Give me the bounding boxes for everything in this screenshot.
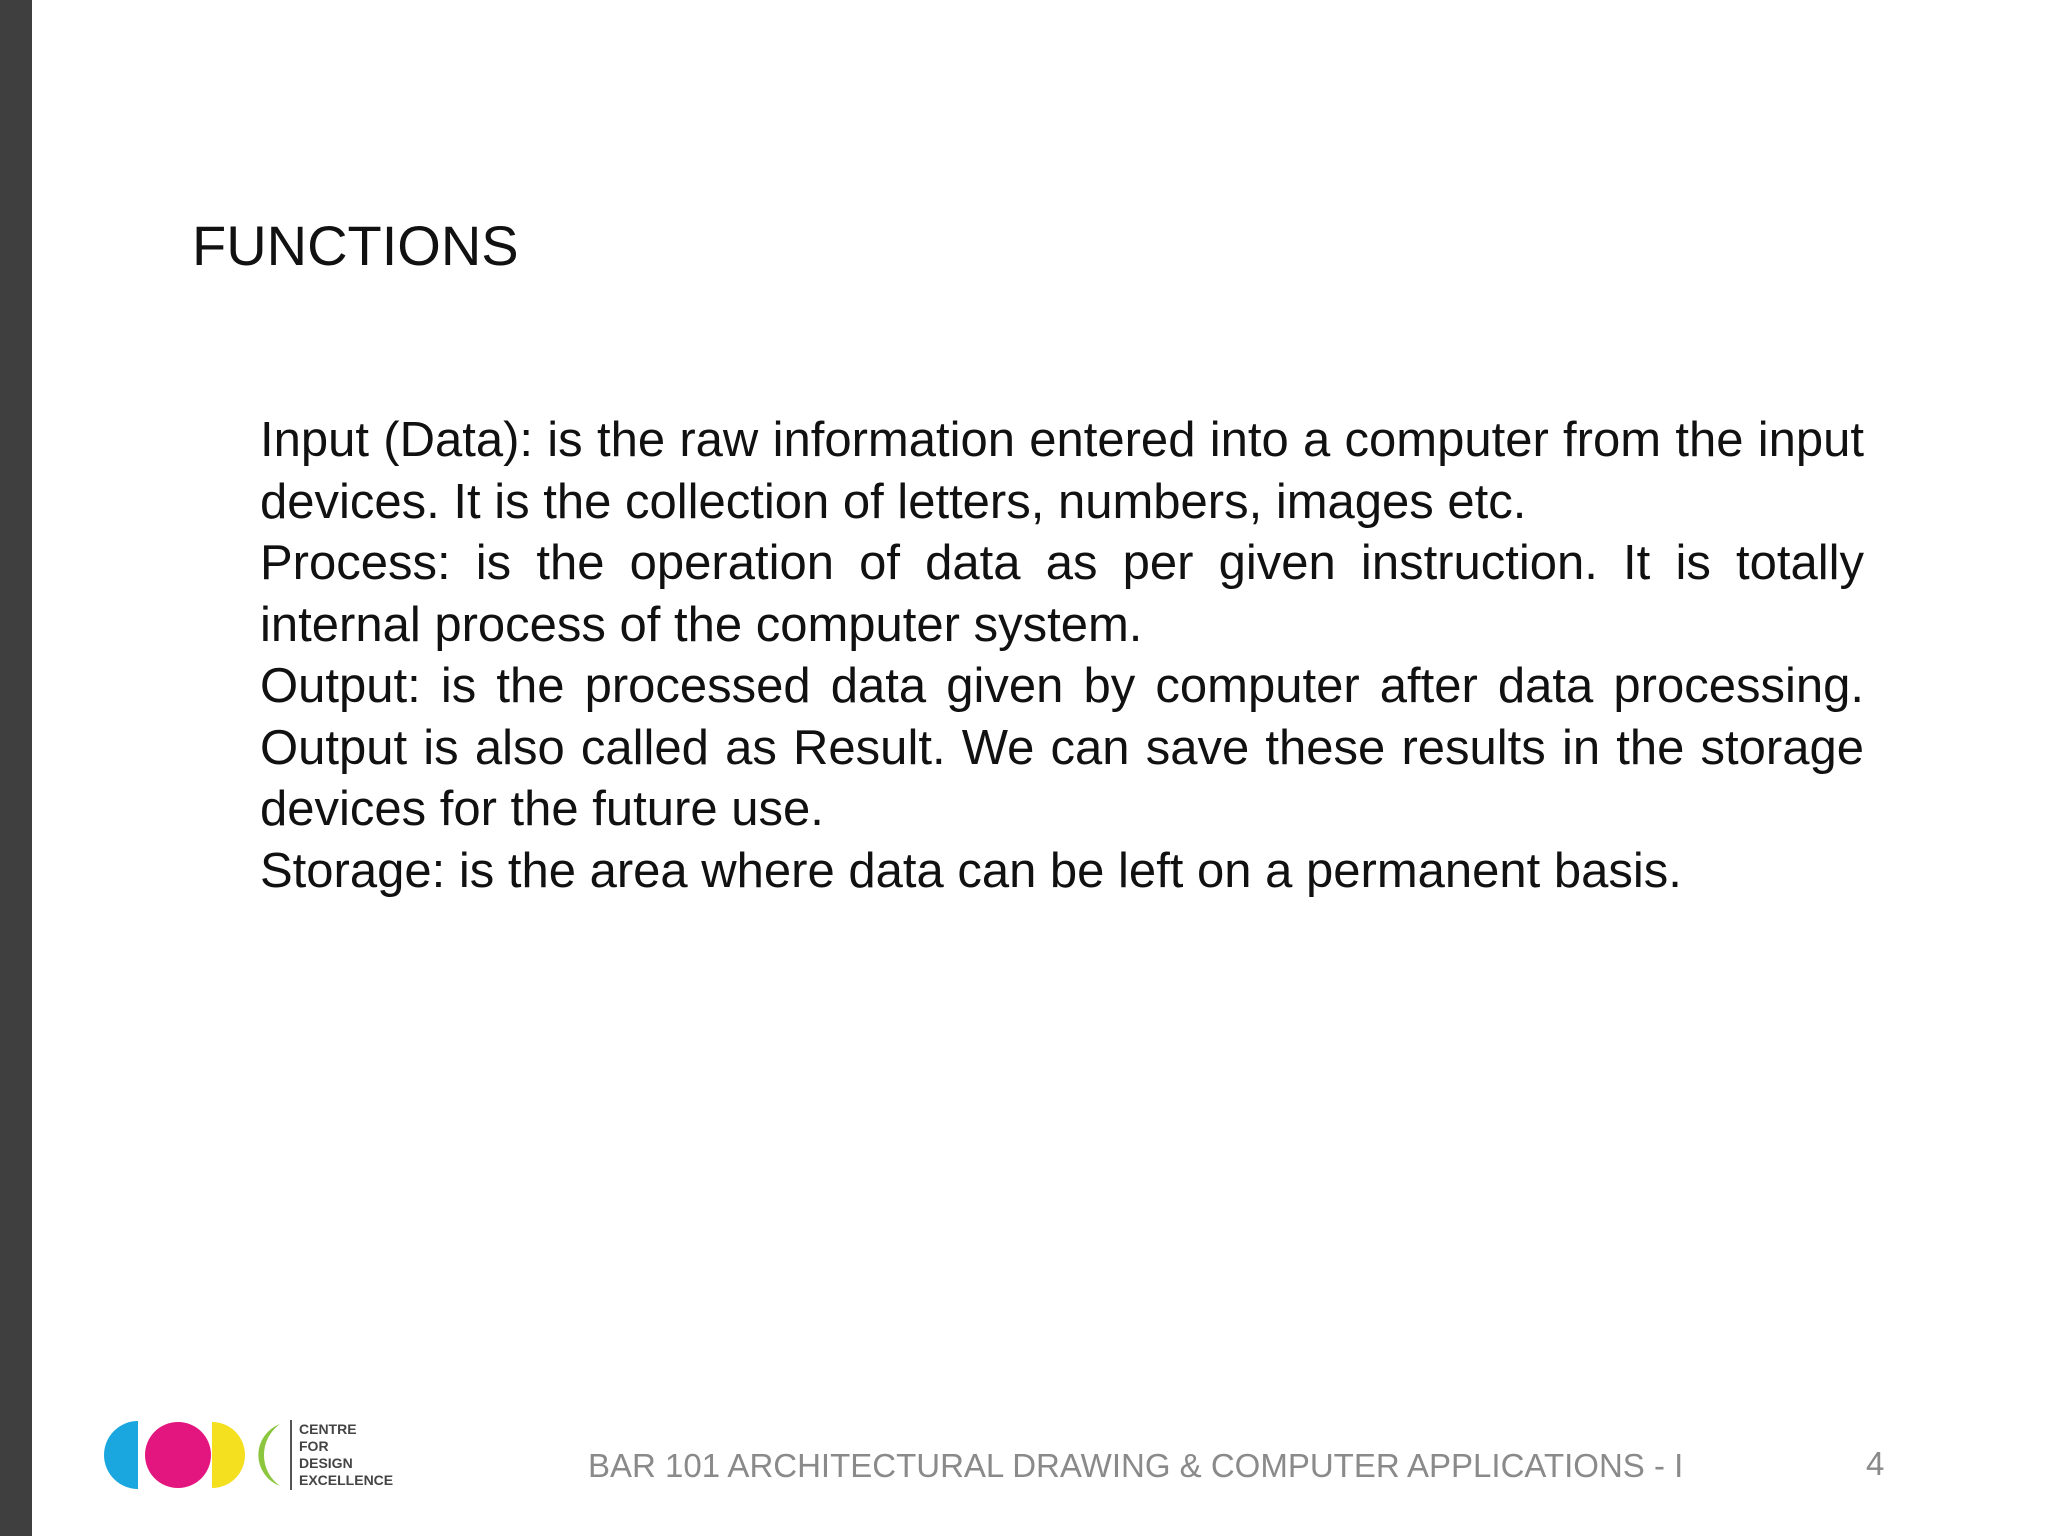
- paragraph-storage: Storage: is the area where data can be left on a permanent basis.: [260, 843, 1682, 898]
- left-side-bar: [0, 0, 32, 1536]
- slide-title: FUNCTIONS: [192, 214, 519, 277]
- logo-text-line-1: CENTRE: [299, 1421, 357, 1437]
- logo-text-line-3: DESIGN: [299, 1455, 353, 1471]
- slide-body: [260, 410, 1864, 902]
- footer-course-title: BAR 101 ARCHITECTURAL DRAWING & COMPUTER APPLICATIONS - I: [588, 1447, 1684, 1484]
- logo-green-shape: [258, 1424, 280, 1486]
- logo-text-line-4: EXCELLENCE: [299, 1472, 394, 1488]
- logo-divider: [290, 1420, 292, 1490]
- logo-magenta-circle: [145, 1422, 211, 1488]
- paragraph-process: Process: is the operation of data as per given instruction. It is totally internal process of the computer system.: [260, 536, 1864, 652]
- cde-logo: [104, 1418, 424, 1492]
- paragraph-output: Output: is the processed data given by computer after data processing. Output is also called as Result. We can save these results in the storage devices for the future use.: [260, 659, 1864, 836]
- logo-yellow-shape: [212, 1422, 245, 1488]
- page-number: 4: [1866, 1445, 1885, 1482]
- logo-blue-shape: [104, 1421, 138, 1489]
- logo-text-line-2: FOR: [299, 1438, 329, 1454]
- paragraph-input: Input (Data): is the raw information entered into a computer from the input devices. It is the collection of letters, numbers, images etc.: [260, 413, 1864, 529]
